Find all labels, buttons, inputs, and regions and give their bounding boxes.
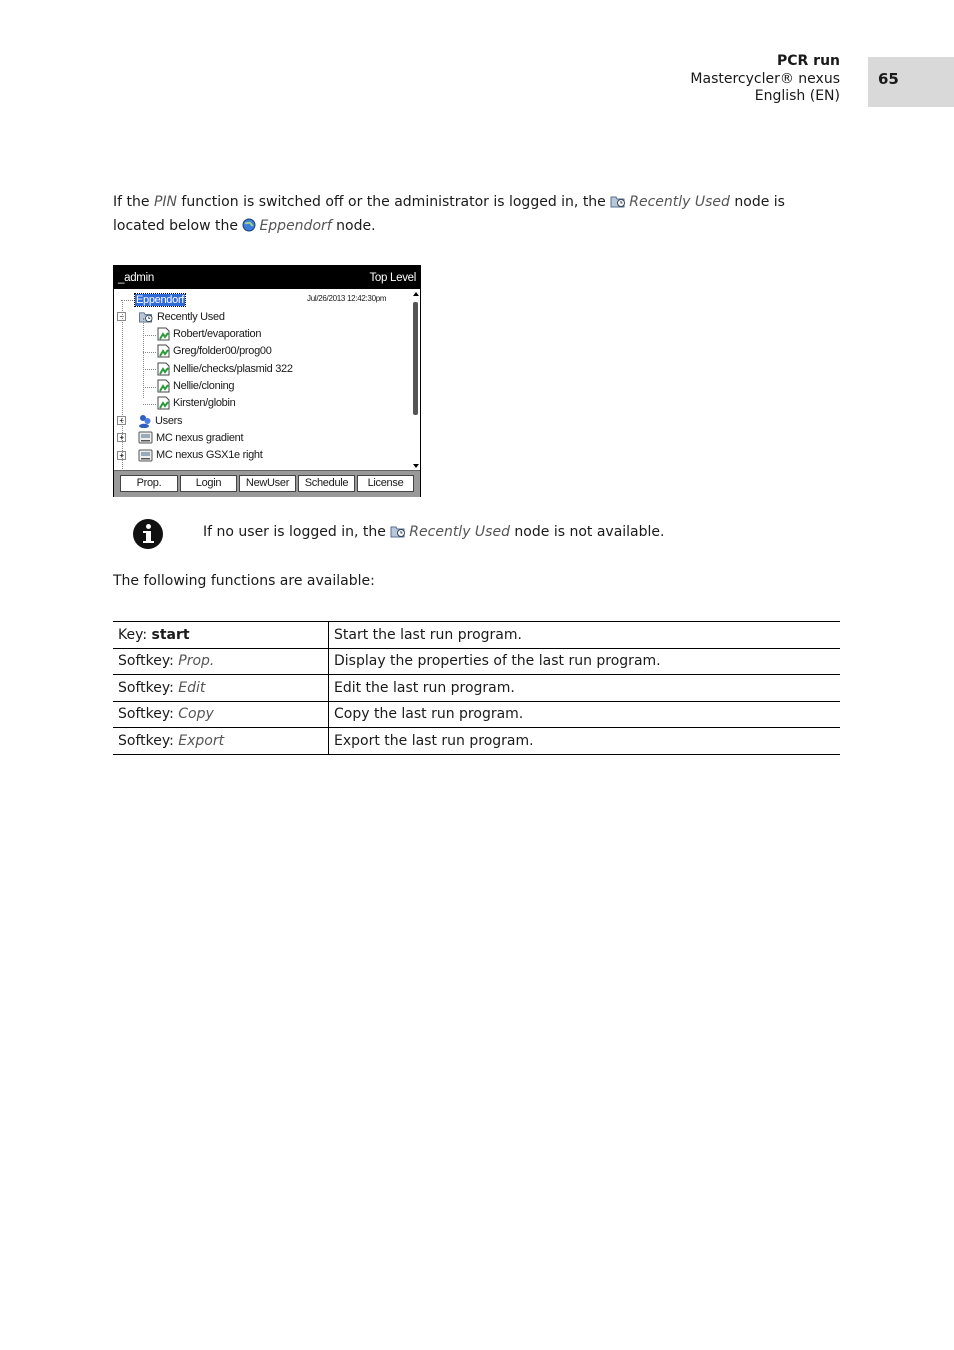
tree-node-label: Greg/folder00/prog00 <box>173 345 272 358</box>
tree-node-label: Recently Used <box>157 310 225 323</box>
tree-node[interactable] <box>138 447 263 464</box>
program-icon <box>157 327 170 341</box>
softkey-login[interactable]: Login <box>180 475 237 492</box>
recently-used-term: Recently Used <box>629 194 730 210</box>
tree-node-label: Nellie/cloning <box>173 380 235 392</box>
tree-expander[interactable]: + <box>117 433 126 442</box>
users-icon <box>138 414 152 428</box>
tree-node[interactable] <box>157 360 293 377</box>
table-row <box>113 728 840 755</box>
tree-expander[interactable]: + <box>117 416 126 425</box>
function-description-cell: Display the properties of the last run program. <box>329 648 841 675</box>
function-description-cell: Start the last run program. <box>329 622 841 649</box>
program-icon <box>157 379 170 393</box>
recent-folder-icon <box>610 194 626 208</box>
function-description-cell: Edit the last run program. <box>329 675 841 702</box>
softkey-bar <box>114 470 420 497</box>
function-description-cell: Copy the last run program. <box>329 701 841 728</box>
program-tree[interactable] <box>116 290 410 470</box>
eppendorf-term: Eppendorf <box>259 218 332 234</box>
tree-node[interactable] <box>138 308 225 325</box>
recent-folder-icon <box>390 524 406 538</box>
table-row <box>113 675 840 702</box>
function-key-cell: Softkey: Prop. <box>113 648 329 675</box>
tree-node[interactable] <box>138 412 182 429</box>
tree-node-label: Nellie/checks/plasmid 322 <box>173 362 293 375</box>
tree-expander[interactable]: − <box>117 312 126 321</box>
program-icon <box>157 396 170 410</box>
tree-node-label: MC nexus gradient <box>156 431 244 444</box>
softkey-license[interactable]: License <box>357 475 414 492</box>
tree-node[interactable] <box>157 326 261 343</box>
tree-expander[interactable]: + <box>117 451 126 460</box>
function-key-cell: Key: start <box>113 622 329 649</box>
softkey-prop[interactable]: Prop. <box>120 475 178 492</box>
language-label: English (EN) <box>754 88 840 104</box>
function-key-cell: Softkey: Edit <box>113 675 329 702</box>
scrollbar[interactable] <box>412 290 420 470</box>
program-icon <box>157 344 170 358</box>
function-description-cell: Export the last run program. <box>329 728 841 755</box>
scroll-thumb[interactable] <box>413 302 418 415</box>
function-key-cell: Softkey: Export <box>113 728 329 755</box>
date-time: Jul/26/2013 12:42:30pm <box>307 294 387 303</box>
info-icon <box>133 519 163 549</box>
recently-used-term: Recently Used <box>409 524 510 540</box>
table-row <box>113 622 840 649</box>
logged-in-user: _admin <box>118 271 154 284</box>
tree-node-label: MC nexus GSX1e right <box>156 449 263 462</box>
scroll-down-arrow[interactable] <box>413 464 419 468</box>
screen-title-bar <box>114 266 420 289</box>
tree-node[interactable] <box>157 378 234 395</box>
tree-node-label: Kirsten/globin <box>173 397 236 410</box>
functions-table <box>113 621 840 755</box>
softkey-schedule[interactable]: Schedule <box>298 475 355 492</box>
functions-intro: The following functions are available: <box>113 573 375 589</box>
function-key-cell: Softkey: Copy <box>113 701 329 728</box>
tree-node[interactable] <box>138 429 243 446</box>
tree-node[interactable] <box>157 343 272 360</box>
pin-term: PIN <box>153 194 177 210</box>
tree-node-label: Users <box>155 414 183 427</box>
program-icon <box>157 362 170 376</box>
cycler-icon <box>138 431 153 444</box>
tree-node-label: Robert/evaporation <box>173 328 262 341</box>
tree-node[interactable] <box>157 395 235 412</box>
page-header <box>690 53 840 106</box>
cycler-icon <box>138 449 153 462</box>
tree-level: Top Level <box>369 271 416 284</box>
softkey-newuser[interactable]: NewUser <box>239 475 296 492</box>
tree-node-label: Eppendorf <box>136 293 185 306</box>
scroll-up-arrow[interactable] <box>413 292 419 296</box>
chapter-title: PCR run <box>776 53 840 69</box>
note-paragraph: If no user is logged in, the Recently Used node is not available. <box>203 524 665 540</box>
table-row <box>113 701 840 728</box>
table-row <box>113 648 840 675</box>
tree-node[interactable] <box>135 291 185 308</box>
product-name: Mastercycler® nexus <box>690 70 840 87</box>
globe-icon <box>242 218 256 232</box>
recent-folder-icon <box>138 310 154 323</box>
page-number: 65 <box>868 57 954 107</box>
intro-paragraph: If the PIN function is switched off or the administrator is logged in, the Recently Used node is located below the Eppendorf node. <box>113 194 785 234</box>
device-screen <box>113 265 421 497</box>
